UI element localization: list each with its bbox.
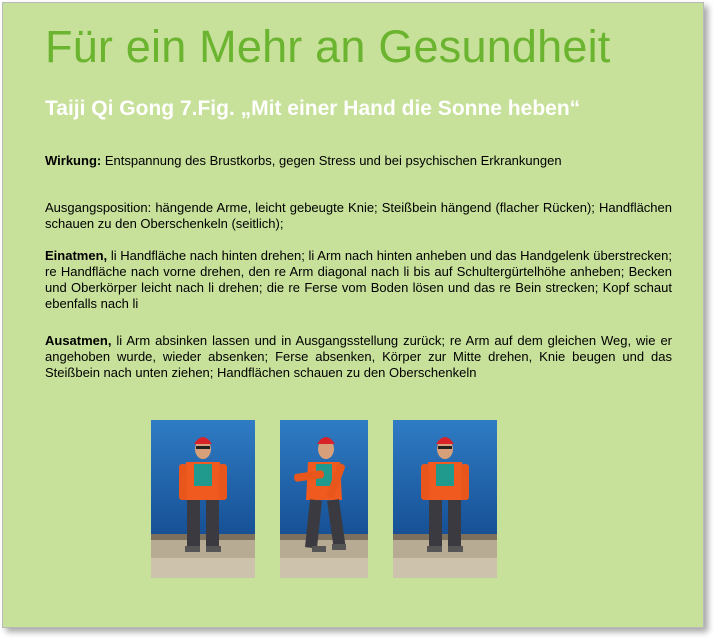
wirkung-text: Entspannung des Brustkorbs, gegen Stress und bei psychischen Erkrankungen <box>101 153 562 168</box>
paragraph-ausgangsposition <box>45 200 672 232</box>
page-title: Für ein Mehr an Gesundheit <box>45 21 611 72</box>
paragraph-ausatmen <box>45 333 672 381</box>
photo-position-start <box>151 420 255 578</box>
page-subtitle: Taiji Qi Gong 7.Fig. „Mit einer Hand die Sonne heben“ <box>45 97 581 120</box>
slide <box>2 2 704 628</box>
photo-position-einatmen <box>280 420 368 578</box>
wirkung-label: Wirkung: <box>45 153 102 168</box>
paragraph-einatmen <box>45 248 672 312</box>
photo-position-ausatmen <box>393 420 497 578</box>
einatmen-text: li Handfläche nach hinten drehen; li Arm nach hinten anheben und das Handgelenk überstrecken; re Handfläche nach vorne drehen, den re Arm diagonal nach li bis auf Schultergürtelhöhe anheben; Becken und Oberkörper leicht nach li drehen; die re Ferse vom Boden lösen und das re Bein strecken; Kopf schaut ebenfalls nach li <box>45 248 672 311</box>
ausgangsposition-text: Ausgangsposition: hängende Arme, leicht gebeugte Knie; Steißbein hängend (flacher Rücken); Handflächen schauen zu den Oberschenkeln (seitlich); <box>45 200 672 231</box>
ausatmen-label: Ausatmen, <box>45 333 112 348</box>
ausatmen-text: li Arm absinken lassen und in Ausgangsstellung zurück; re Arm auf dem gleichen Weg, wie er angehoben wurde, wieder absenken; Ferse absenken, Körper zur Mitte drehen, Knie beugen und das Steißbein nach unten ziehen; Handflächen schauen zu den Oberschenkeln <box>45 333 672 380</box>
einatmen-label: Einatmen, <box>45 248 108 263</box>
paragraph-wirkung <box>45 153 672 169</box>
